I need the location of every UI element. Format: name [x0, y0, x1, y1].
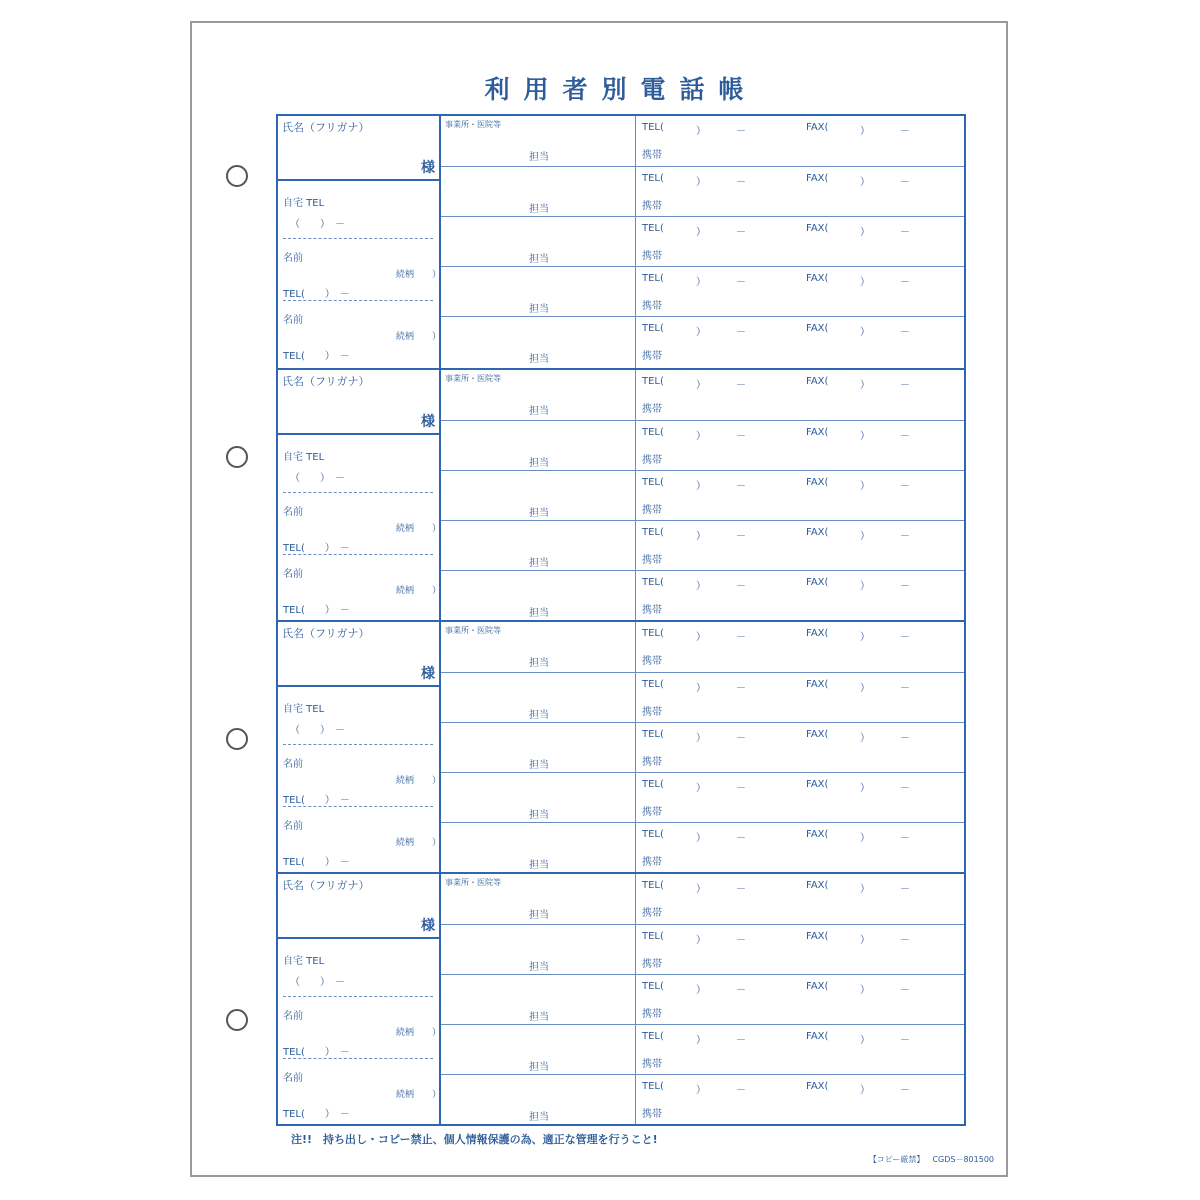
tel-label: TEL( — [642, 729, 664, 740]
divider — [283, 1058, 433, 1059]
user-info-cell — [278, 370, 441, 620]
paren: ） — [860, 327, 870, 338]
fax-label: FAX( — [806, 880, 829, 891]
tel-row[interactable] — [636, 166, 964, 216]
paren: ） — [696, 632, 706, 643]
tel-label: TEL( — [642, 223, 664, 234]
office-row[interactable] — [441, 1024, 635, 1074]
divider — [283, 300, 433, 301]
keitai-label: 携帯 — [642, 807, 662, 818]
office-row[interactable] — [441, 672, 635, 722]
relation-label: 続柄 ） — [396, 332, 442, 342]
paren: ） — [696, 1035, 706, 1046]
tantou-label: 担当 — [529, 152, 549, 163]
footer-note: 注!! 持ち出し・コピー禁止、個人情報保護の為、適正な管理を行うこと! — [291, 1133, 658, 1146]
paren: ） — [696, 431, 706, 442]
dash: － — [900, 380, 910, 391]
fax-label: FAX( — [806, 1081, 829, 1092]
office-row[interactable] — [441, 924, 635, 974]
paren: ） — [860, 985, 870, 996]
dash: － — [736, 327, 746, 338]
fax-label: FAX( — [806, 122, 829, 133]
sama-label: 様 — [421, 414, 435, 430]
copy-prohibited-label: 【コピー厳禁】 — [868, 1155, 925, 1164]
paren: ） — [860, 431, 870, 442]
paren: ） — [696, 327, 706, 338]
divider — [283, 492, 433, 493]
paren: ） — [696, 733, 706, 744]
paren: ） — [696, 935, 706, 946]
relation-label: 続柄 ） — [396, 270, 442, 280]
form-code — [869, 1154, 994, 1165]
paren: ） — [860, 632, 870, 643]
paren: ） — [860, 581, 870, 592]
keitai-label: 携帯 — [642, 201, 662, 212]
office-row[interactable] — [441, 370, 635, 420]
keitai-label: 携帯 — [642, 959, 662, 970]
keitai-label: 携帯 — [642, 455, 662, 466]
tel-label: TEL( — [642, 1081, 664, 1092]
paren: ） — [860, 277, 870, 288]
fax-label: FAX( — [806, 577, 829, 588]
tantou-label: 担当 — [529, 458, 549, 469]
contact-tel-label: TEL( ） － — [283, 605, 350, 616]
tantou-label: 担当 — [529, 658, 549, 669]
paren: ） — [696, 277, 706, 288]
paren: ） — [860, 227, 870, 238]
keitai-label: 携帯 — [642, 1009, 662, 1020]
tel-label: TEL( — [642, 477, 664, 488]
dash: － — [900, 884, 910, 895]
dash: － — [736, 380, 746, 391]
divider — [283, 806, 433, 807]
dash: － — [900, 431, 910, 442]
dash: － — [736, 833, 746, 844]
keitai-label: 携帯 — [642, 605, 662, 616]
tantou-label: 担当 — [529, 910, 549, 921]
paren: ） — [860, 683, 870, 694]
paren: ） — [696, 227, 706, 238]
paren: ） — [860, 833, 870, 844]
tantou-label: 担当 — [529, 254, 549, 265]
dash: － — [736, 431, 746, 442]
dash: － — [736, 177, 746, 188]
office-row[interactable] — [441, 520, 635, 570]
dash: － — [900, 1035, 910, 1046]
contact-name-label: 名前 — [283, 507, 303, 518]
keitai-label: 携帯 — [642, 404, 662, 415]
tantou-label: 担当 — [529, 962, 549, 973]
keitai-label: 携帯 — [642, 251, 662, 262]
home-tel-format: （ ） － — [290, 977, 345, 988]
paren: ） — [696, 683, 706, 694]
office-column — [441, 370, 636, 620]
paren: ） — [696, 380, 706, 391]
office-row[interactable] — [441, 874, 635, 924]
page-title: 利用者別電話帳 — [484, 75, 758, 104]
paren: ） — [696, 884, 706, 895]
office-label: 事業所・医院等 — [445, 878, 501, 887]
home-tel-format: （ ） － — [290, 725, 345, 736]
dash: － — [736, 1035, 746, 1046]
tel-row[interactable] — [636, 1024, 964, 1074]
keitai-label: 携帯 — [642, 505, 662, 516]
tel-column — [636, 874, 964, 1124]
office-row[interactable] — [441, 216, 635, 266]
dash: － — [736, 481, 746, 492]
dash: － — [900, 985, 910, 996]
office-column — [441, 622, 636, 872]
paren: ） — [860, 884, 870, 895]
office-row[interactable] — [441, 316, 635, 366]
home-tel-label: 自宅 TEL — [283, 704, 325, 715]
fax-label: FAX( — [806, 427, 829, 438]
dash: － — [900, 277, 910, 288]
office-row[interactable] — [441, 166, 635, 216]
keitai-label: 携帯 — [642, 1059, 662, 1070]
contact-tel-label: TEL( ） － — [283, 1109, 350, 1120]
office-row[interactable] — [441, 822, 635, 872]
name-furigana-label: 氏名（フリガナ） — [282, 627, 370, 640]
dash: － — [900, 531, 910, 542]
tel-column — [636, 116, 964, 368]
paren: ） — [860, 733, 870, 744]
office-column — [441, 116, 636, 368]
dash: － — [900, 733, 910, 744]
dash: － — [736, 935, 746, 946]
tel-row[interactable] — [636, 622, 964, 672]
relation-label: 続柄 ） — [396, 1028, 442, 1038]
office-row[interactable] — [441, 470, 635, 520]
divider — [283, 744, 433, 745]
punch-hole-3 — [226, 728, 248, 750]
dash: － — [736, 126, 746, 137]
dash: － — [736, 783, 746, 794]
tel-row[interactable] — [636, 370, 964, 420]
tel-row[interactable] — [636, 974, 964, 1024]
office-row[interactable] — [441, 974, 635, 1024]
keitai-label: 携帯 — [642, 555, 662, 566]
paren: ） — [860, 1035, 870, 1046]
dash: － — [900, 1085, 910, 1096]
tantou-label: 担当 — [529, 558, 549, 569]
fax-label: FAX( — [806, 779, 829, 790]
name-furigana-label: 氏名（フリガナ） — [282, 121, 370, 134]
dash: － — [900, 126, 910, 137]
tel-row[interactable] — [636, 316, 964, 366]
paren: ） — [696, 783, 706, 794]
tantou-label: 担当 — [529, 406, 549, 417]
tantou-label: 担当 — [529, 354, 549, 365]
contact-tel-label: TEL( ） － — [283, 857, 350, 868]
contact-name-label: 名前 — [283, 569, 303, 580]
dash: － — [736, 683, 746, 694]
tel-row[interactable] — [636, 470, 964, 520]
tel-label: TEL( — [642, 527, 664, 538]
dash: － — [736, 884, 746, 895]
office-row[interactable] — [441, 266, 635, 316]
tel-row[interactable] — [636, 520, 964, 570]
dash: － — [900, 227, 910, 238]
sama-label: 様 — [421, 918, 435, 934]
fax-label: FAX( — [806, 376, 829, 387]
keitai-label: 携帯 — [642, 351, 662, 362]
tel-column — [636, 370, 964, 620]
home-tel-format: （ ） － — [290, 219, 345, 230]
phonebook-grid — [276, 114, 966, 1126]
office-label: 事業所・医院等 — [445, 374, 501, 383]
contact-tel-label: TEL( ） － — [283, 543, 350, 554]
sama-label: 様 — [421, 160, 435, 176]
tel-label: TEL( — [642, 981, 664, 992]
office-row[interactable] — [441, 116, 635, 166]
tantou-label: 担当 — [529, 508, 549, 519]
tel-row[interactable] — [636, 772, 964, 822]
dash: － — [736, 733, 746, 744]
relation-label: 続柄 ） — [396, 838, 442, 848]
user-block — [278, 620, 964, 872]
tantou-label: 担当 — [529, 1112, 549, 1123]
user-info-cell — [278, 874, 441, 1124]
keitai-label: 携帯 — [642, 757, 662, 768]
tel-label: TEL( — [642, 880, 664, 891]
dash: － — [900, 481, 910, 492]
keitai-label: 携帯 — [642, 908, 662, 919]
name-furigana-label: 氏名（フリガナ） — [282, 375, 370, 388]
office-row[interactable] — [441, 570, 635, 620]
divider — [283, 554, 433, 555]
punch-hole-1 — [226, 165, 248, 187]
home-tel-label: 自宅 TEL — [283, 452, 325, 463]
paren: ） — [696, 1085, 706, 1096]
tel-label: TEL( — [642, 323, 664, 334]
user-info-cell — [278, 622, 441, 872]
home-tel-label: 自宅 TEL — [283, 956, 325, 967]
relation-label: 続柄 ） — [396, 776, 442, 786]
office-row[interactable] — [441, 622, 635, 672]
paren: ） — [696, 531, 706, 542]
tantou-label: 担当 — [529, 860, 549, 871]
paren: ） — [860, 1085, 870, 1096]
divider — [283, 238, 433, 239]
punch-hole-2 — [226, 446, 248, 468]
office-row[interactable] — [441, 722, 635, 772]
dash: － — [900, 683, 910, 694]
fax-label: FAX( — [806, 477, 829, 488]
fax-label: FAX( — [806, 323, 829, 334]
divider — [283, 996, 433, 997]
contact-name-label: 名前 — [283, 315, 303, 326]
paren: ） — [860, 177, 870, 188]
relation-label: 続柄 ） — [396, 1090, 442, 1100]
contact-name-label: 名前 — [283, 1011, 303, 1022]
paren: ） — [696, 481, 706, 492]
tel-row[interactable] — [636, 570, 964, 620]
tel-row[interactable] — [636, 266, 964, 316]
user-info-cell — [278, 116, 441, 368]
tel-row[interactable] — [636, 874, 964, 924]
dash: － — [900, 581, 910, 592]
dash: － — [736, 632, 746, 643]
user-block — [278, 872, 964, 1124]
paren: ） — [696, 985, 706, 996]
paren: ） — [860, 481, 870, 492]
contact-name-label: 名前 — [283, 253, 303, 264]
dash: － — [736, 277, 746, 288]
paren: ） — [696, 581, 706, 592]
tel-label: TEL( — [642, 931, 664, 942]
keitai-label: 携帯 — [642, 857, 662, 868]
dash: － — [900, 177, 910, 188]
fax-label: FAX( — [806, 173, 829, 184]
tel-label: TEL( — [642, 122, 664, 133]
fax-label: FAX( — [806, 1031, 829, 1042]
tel-label: TEL( — [642, 829, 664, 840]
name-cell[interactable] — [278, 622, 439, 687]
fax-label: FAX( — [806, 679, 829, 690]
dash: － — [900, 783, 910, 794]
fax-label: FAX( — [806, 981, 829, 992]
contact-name-label: 名前 — [283, 1073, 303, 1084]
office-column — [441, 874, 636, 1124]
paren: ） — [696, 126, 706, 137]
tel-column — [636, 622, 964, 872]
keitai-label: 携帯 — [642, 150, 662, 161]
tel-label: TEL( — [642, 376, 664, 387]
tel-row[interactable] — [636, 672, 964, 722]
name-furigana-label: 氏名（フリガナ） — [282, 879, 370, 892]
tel-label: TEL( — [642, 577, 664, 588]
tantou-label: 担当 — [529, 608, 549, 619]
name-cell[interactable] — [278, 370, 439, 435]
tel-label: TEL( — [642, 779, 664, 790]
keitai-label: 携帯 — [642, 656, 662, 667]
tel-label: TEL( — [642, 679, 664, 690]
tel-row[interactable] — [636, 822, 964, 872]
tel-row[interactable] — [636, 1074, 964, 1124]
tel-label: TEL( — [642, 1031, 664, 1042]
dash: － — [900, 632, 910, 643]
relation-label: 続柄 ） — [396, 586, 442, 596]
paren: ） — [860, 380, 870, 391]
paren: ） — [860, 126, 870, 137]
contact-tel-label: TEL( ） － — [283, 351, 350, 362]
tel-row[interactable] — [636, 216, 964, 266]
relation-label: 続柄 ） — [396, 524, 442, 534]
home-tel-label: 自宅 TEL — [283, 198, 325, 209]
contact-tel-label: TEL( ） － — [283, 289, 350, 300]
office-row[interactable] — [441, 1074, 635, 1124]
dash: － — [736, 227, 746, 238]
office-row[interactable] — [441, 420, 635, 470]
name-cell[interactable] — [278, 874, 439, 939]
office-row[interactable] — [441, 772, 635, 822]
paren: ） — [860, 783, 870, 794]
contact-name-label: 名前 — [283, 759, 303, 770]
paren: ） — [696, 177, 706, 188]
paren: ） — [696, 833, 706, 844]
dash: － — [736, 581, 746, 592]
tel-row[interactable] — [636, 420, 964, 470]
name-cell[interactable] — [278, 116, 439, 181]
keitai-label: 携帯 — [642, 301, 662, 312]
home-tel-format: （ ） － — [290, 473, 345, 484]
fax-label: FAX( — [806, 729, 829, 740]
contact-tel-label: TEL( ） － — [283, 1047, 350, 1058]
dash: － — [900, 833, 910, 844]
punch-hole-4 — [226, 1009, 248, 1031]
user-block — [278, 116, 964, 368]
form-code-label: CGDS－801500 — [932, 1155, 994, 1164]
user-block — [278, 368, 964, 620]
tantou-label: 担当 — [529, 710, 549, 721]
contact-name-label: 名前 — [283, 821, 303, 832]
tel-row[interactable] — [636, 722, 964, 772]
fax-label: FAX( — [806, 931, 829, 942]
keitai-label: 携帯 — [642, 707, 662, 718]
tantou-label: 担当 — [529, 304, 549, 315]
fax-label: FAX( — [806, 273, 829, 284]
fax-label: FAX( — [806, 223, 829, 234]
paren: ） — [860, 935, 870, 946]
keitai-label: 携帯 — [642, 1109, 662, 1120]
fax-label: FAX( — [806, 628, 829, 639]
sama-label: 様 — [421, 666, 435, 682]
tel-row[interactable] — [636, 116, 964, 166]
tel-label: TEL( — [642, 427, 664, 438]
tel-label: TEL( — [642, 628, 664, 639]
paren: ） — [860, 531, 870, 542]
office-label: 事業所・医院等 — [445, 626, 501, 635]
dash: － — [736, 531, 746, 542]
dash: － — [736, 985, 746, 996]
dash: － — [900, 327, 910, 338]
tantou-label: 担当 — [529, 810, 549, 821]
dash: － — [900, 935, 910, 946]
fax-label: FAX( — [806, 829, 829, 840]
tantou-label: 担当 — [529, 204, 549, 215]
fax-label: FAX( — [806, 527, 829, 538]
office-label: 事業所・医院等 — [445, 120, 501, 129]
tel-label: TEL( — [642, 273, 664, 284]
dash: － — [736, 1085, 746, 1096]
tantou-label: 担当 — [529, 1012, 549, 1023]
tantou-label: 担当 — [529, 1062, 549, 1073]
contact-tel-label: TEL( ） － — [283, 795, 350, 806]
tantou-label: 担当 — [529, 760, 549, 771]
tel-row[interactable] — [636, 924, 964, 974]
tel-label: TEL( — [642, 173, 664, 184]
